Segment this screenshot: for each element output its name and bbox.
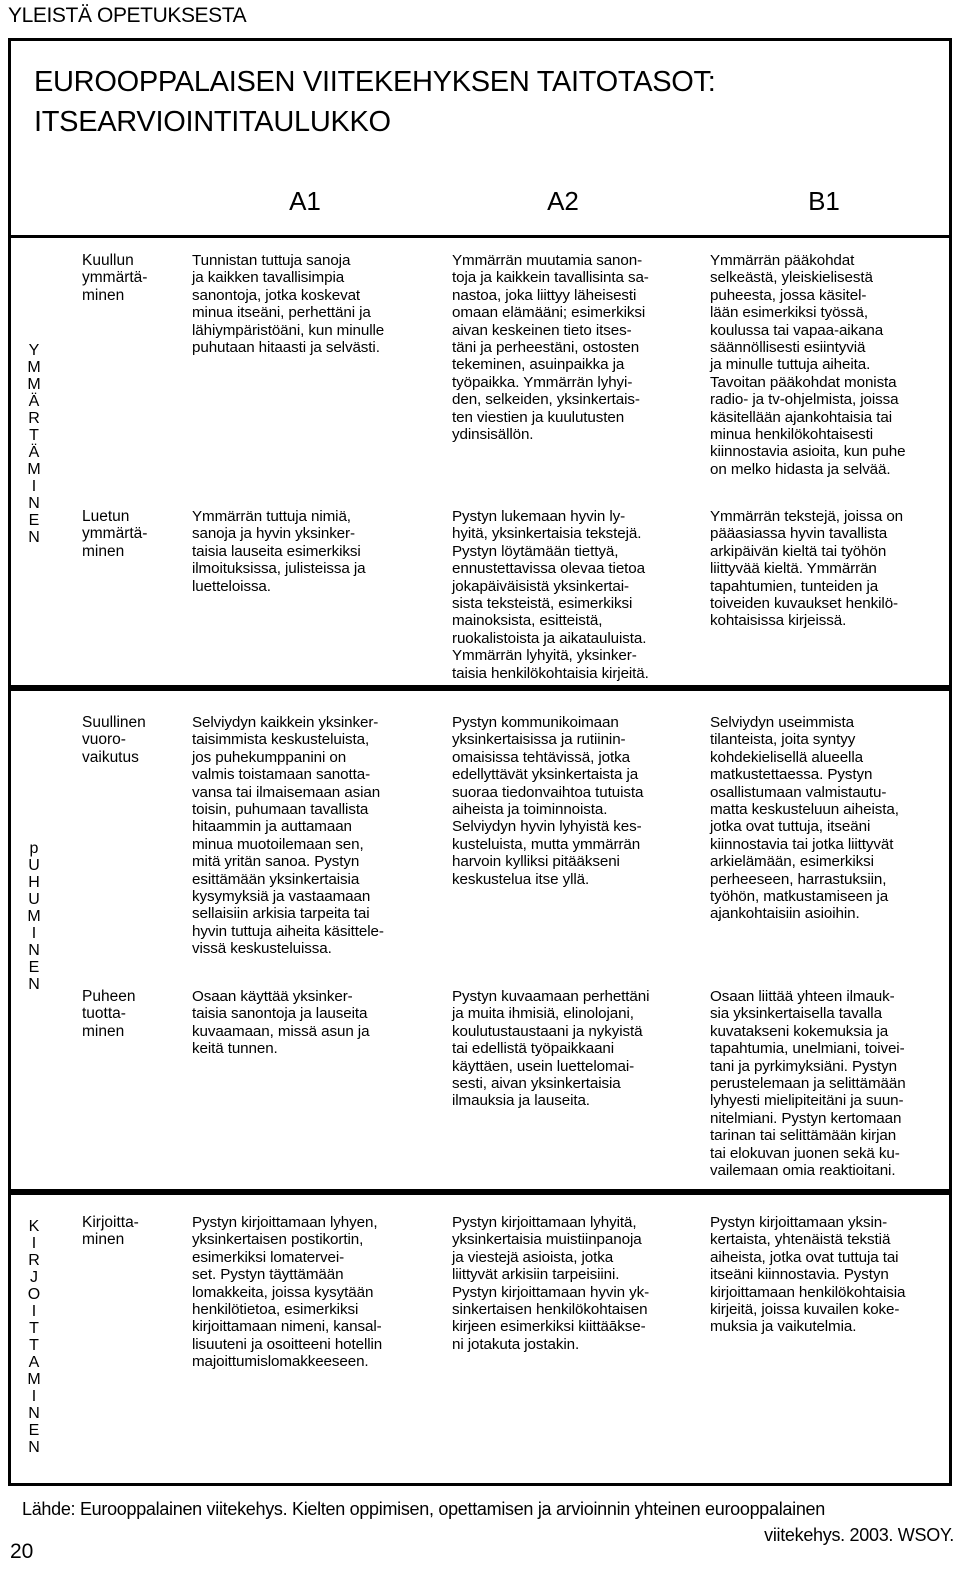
descriptor-line: ja kaikken tavallisimpia xyxy=(192,269,345,287)
skill-letter: p xyxy=(29,840,39,857)
row-label xyxy=(82,714,178,766)
descriptor-line: arkielämään, esimerkiksi xyxy=(710,853,874,871)
descriptor-line: Selviydyn useimmista xyxy=(710,714,855,731)
descriptor-line: taisia henkilökohtaisia kirjeitä. xyxy=(452,664,649,682)
descriptor-line: sellaisiin arkisia tarpeita tai xyxy=(192,905,370,923)
descriptor-line: vansa tai ilmaisemaan asian xyxy=(192,783,381,801)
descriptor-cell-a2 xyxy=(452,252,688,443)
skill-letter: I xyxy=(31,1388,37,1405)
descriptor-line: sanoja ja hyvin yksinker- xyxy=(192,525,355,543)
descriptor-line: pääasiassa hyvin tavallista xyxy=(710,525,888,543)
descriptor-line: suoraa tiedonvaihtoa tutuista xyxy=(452,783,644,801)
descriptor-line: tani ja pyrkimyksiäni. Pystyn xyxy=(710,1057,898,1075)
descriptor-line: sinkertaisen henkilökohtaisen xyxy=(452,1301,648,1319)
descriptor-line: minua itseäni, perhettäni ja xyxy=(192,304,371,322)
descriptor-line: lään esimerkiksi työssä, xyxy=(710,304,868,322)
skill-letter: N xyxy=(28,495,40,512)
row-label-line: ymmärtä- xyxy=(82,269,148,287)
skill-letter: N xyxy=(28,976,40,993)
skill-letter: E xyxy=(28,959,40,976)
descriptor-cell-a2 xyxy=(452,508,688,682)
descriptor-line: vissä keskusteluissa. xyxy=(192,940,332,958)
row-label-line: minen xyxy=(82,286,125,304)
descriptor-line: taisia lauseita esimerkiksi xyxy=(192,542,361,560)
descriptor-line: arkipäivän kieltä tai työhön xyxy=(710,542,887,560)
descriptor-line: täni ja perheestäni, ostosten xyxy=(452,339,640,357)
descriptor-line: Ymmärrän tuttuja nimiä, xyxy=(192,508,351,525)
descriptor-line: edellyttävät yksinkertaista ja xyxy=(452,766,639,784)
source-line-1: Lähde: Eurooppalainen viitekehys. Kielten oppimisen, opettamisen ja arvioinnin yhteinen eurooppalainen xyxy=(22,1499,825,1519)
descriptor-line: käsitellään ajankohtaisia tai xyxy=(710,408,892,426)
skill-name-vertical-writing xyxy=(24,1218,44,1456)
descriptor-line: kuvatakseni kokemuksia ja xyxy=(710,1022,889,1040)
title-line-1: EUROOPPALAISEN VIITEKEHYKSEN TAITOTASOT: xyxy=(34,66,716,98)
descriptor-line: ruokalistoista ja aikatauluista. xyxy=(452,629,647,647)
descriptor-line: kiinnostavia tai jotka liittyvät xyxy=(710,835,894,853)
descriptor-line: toja ja kaikkein tavallisinta sa- xyxy=(452,269,649,287)
source-note xyxy=(22,1496,954,1548)
descriptor-line: tilanteista, joita syntyy xyxy=(710,731,856,749)
descriptor-line: keskustelua itse yllä. xyxy=(452,870,590,888)
skill-letter: M xyxy=(27,1371,41,1388)
descriptor-line: aiheista ja toiminnoista. xyxy=(452,801,608,819)
descriptor-line: Pystyn kommunikoimaan xyxy=(452,714,619,731)
descriptor-line: liittyvät arkisiin tarpeisiini. xyxy=(452,1266,620,1284)
descriptor-cell-a2 xyxy=(452,1214,688,1353)
skill-letter: E xyxy=(28,512,40,529)
row-label xyxy=(82,1214,178,1249)
descriptor-line: aivan keskeinen tieto itses- xyxy=(452,321,632,339)
descriptor-line: lisuuteni ja osoitteeni hotellin xyxy=(192,1335,383,1353)
skill-letter: I xyxy=(31,925,37,942)
descriptor-line: radio- ja tv-ohjelmista, joissa xyxy=(710,391,899,409)
skill-letter: M xyxy=(27,461,41,478)
descriptor-line: ennustettavissa olevaa tietoa xyxy=(452,560,645,578)
descriptor-line: Osaan käyttää yksinker- xyxy=(192,988,353,1005)
descriptor-line: Pystyn kirjoittamaan hyvin yk- xyxy=(452,1283,650,1301)
descriptor-line: nastoa, joka liittyy läheisesti xyxy=(452,286,637,304)
descriptor-line: puhutaan hitaasti ja selvästi. xyxy=(192,339,380,357)
descriptor-line: työpaikka. Ymmärrän lyhyi- xyxy=(452,373,633,391)
row-label xyxy=(82,508,178,560)
skill-letter: E xyxy=(28,1422,40,1439)
skill-letter: U xyxy=(28,857,40,874)
descriptor-line: kusteluista, mutta ymmärrän xyxy=(452,835,641,853)
descriptor-line: keitä tunnen. xyxy=(192,1040,278,1058)
descriptor-line: luetteloissa. xyxy=(192,577,271,595)
skill-letter: Y xyxy=(28,342,40,359)
descriptor-line: toisin, puhumaan tavallista xyxy=(192,801,369,819)
page-number: 20 xyxy=(10,1540,34,1563)
descriptor-line: Ymmärrän muutamia sanon- xyxy=(452,252,643,269)
band-divider xyxy=(8,235,952,238)
descriptor-line: Pystyn kirjoittamaan lyhyen, xyxy=(192,1214,378,1231)
descriptor-line: kohtaisissa kirjeissä. xyxy=(710,612,847,630)
descriptor-line: tarinan tai selittämään kirjan xyxy=(710,1127,897,1145)
descriptor-line: kysymyksiä ja vastaamaan xyxy=(192,888,371,906)
descriptor-line: jotka ovat tuttuja, itseäni xyxy=(710,818,871,836)
descriptor-cell-b1 xyxy=(710,988,942,1179)
skill-letter: M xyxy=(27,908,41,925)
descriptor-cell-a2 xyxy=(452,988,688,1110)
skill-letter: M xyxy=(27,376,41,393)
descriptor-line: kuvaamaan, missä asun ja xyxy=(192,1022,370,1040)
descriptor-line: omaan elämääni; esimerkiksi xyxy=(452,304,646,322)
row-label-line: Kirjoitta- xyxy=(82,1214,139,1231)
skill-letter: Ä xyxy=(28,444,40,461)
section-header: YLEISTÄ OPETUKSESTA xyxy=(8,4,247,27)
descriptor-cell-b1 xyxy=(710,252,942,478)
descriptor-line: kirjoittamaan nimeni, kansal- xyxy=(192,1318,382,1336)
descriptor-line: liittyvää kieltä. Ymmärrän xyxy=(710,560,877,578)
skill-letter: T xyxy=(29,1337,39,1354)
descriptor-line: harvoin kylliksi pitääkseni xyxy=(452,853,620,871)
descriptor-line: Ymmärrän tekstejä, joissa on xyxy=(710,508,904,525)
row-label-line: vaikutus xyxy=(82,748,139,766)
descriptor-line: osallistumaan valmistautu- xyxy=(710,783,887,801)
skill-letter: T xyxy=(29,1320,39,1337)
descriptor-line: tapahtumia, unelmiani, toivei- xyxy=(710,1040,905,1058)
descriptor-line: ilmauksia ja lauseita. xyxy=(452,1092,590,1110)
descriptor-line: matta keskusteluun aiheista, xyxy=(710,801,899,819)
skill-letter: O xyxy=(27,1286,41,1303)
descriptor-line: matkustettaessa. Pystyn xyxy=(710,766,873,784)
descriptor-line: valmis toistamaan sanotta- xyxy=(192,766,371,784)
descriptor-line: yksinkertaisissa ja rutiinin- xyxy=(452,731,626,749)
page-title xyxy=(34,62,716,142)
descriptor-cell-a1 xyxy=(192,714,428,958)
descriptor-line: Pystyn löytämään tiettyä, xyxy=(452,542,619,560)
band-divider xyxy=(8,1189,952,1195)
descriptor-line: esittämään yksinkertaisia xyxy=(192,870,360,888)
descriptor-line: toiveiden kuvaukset henkilö- xyxy=(710,595,899,613)
row-label-line: Puheen xyxy=(82,988,136,1005)
descriptor-line: perustelemaan ja selittämään xyxy=(710,1075,906,1093)
descriptor-line: lyhyesti mielipiteitäni ja suun- xyxy=(710,1092,904,1110)
descriptor-line: Pystyn kirjoittamaan yksin- xyxy=(710,1214,888,1231)
descriptor-line: Pystyn kuvaamaan perhettäni xyxy=(452,988,650,1005)
descriptor-cell-b1 xyxy=(710,1214,942,1336)
descriptor-line: tai elokuvan juonen sekä ku- xyxy=(710,1144,900,1162)
descriptor-line: taisimmista keskusteluista, xyxy=(192,731,370,749)
descriptor-line: majoittumislomakkeeseen. xyxy=(192,1353,369,1371)
descriptor-line: puheesta, jossa käsitel- xyxy=(710,286,867,304)
descriptor-line: ten viestien ja kuulutusten xyxy=(452,408,625,426)
descriptor-line: kirjeitä, joissa kuvailen koke- xyxy=(710,1301,900,1319)
descriptor-line: työhön, matkustamiseen ja xyxy=(710,888,889,906)
row-label-line: minen xyxy=(82,542,125,560)
descriptor-line: ydinsisällön. xyxy=(452,426,534,444)
descriptor-line: kirjoittamaan henkilökohtaisia xyxy=(710,1283,906,1301)
descriptor-line: ajankohtaisiin asioihin. xyxy=(710,905,860,923)
descriptor-cell-a2 xyxy=(452,714,688,888)
descriptor-line: set. Pystyn täyttämään xyxy=(192,1266,344,1284)
descriptor-line: aiheista, jotka ovat tuttuja tai xyxy=(710,1248,899,1266)
descriptor-line: Tavoitan pääkohdat monista xyxy=(710,373,897,391)
descriptor-line: koulutustaustaani ja nykyistä xyxy=(452,1022,643,1040)
descriptor-line: taisia sanontoja ja lauseita xyxy=(192,1005,368,1023)
descriptor-cell-a1 xyxy=(192,508,428,595)
skill-letter: K xyxy=(28,1218,40,1235)
descriptor-line: sia yksinkertaisella tavalla xyxy=(710,1005,882,1023)
descriptor-line: esimerkiksi lomatervei- xyxy=(192,1248,345,1266)
descriptor-cell-a1 xyxy=(192,1214,428,1371)
descriptor-line: muksia ja vaikutelmia. xyxy=(710,1318,857,1336)
descriptor-line: kertaista, yhtenäistä tekstiä xyxy=(710,1231,891,1249)
descriptor-line: mitä yritän sanoa. Pystyn xyxy=(192,853,360,871)
descriptor-line: nitelmiani. Pystyn kertomaan xyxy=(710,1109,902,1127)
row-label-line: Suullinen xyxy=(82,714,146,731)
title-line-2: ITSEARVIOINTITAULUKKO xyxy=(34,106,391,138)
descriptor-line: Ymmärrän pääkohdat xyxy=(710,252,855,269)
descriptor-line: sanontoja, jotka koskevat xyxy=(192,286,361,304)
skill-letter: I xyxy=(31,478,37,495)
descriptor-line: koulussa tai vapaa-aikana xyxy=(710,321,884,339)
row-label-line: minen xyxy=(82,1022,125,1040)
descriptor-line: jos puhekumppanini on xyxy=(192,748,347,766)
skill-name-vertical-speaking xyxy=(24,840,44,993)
descriptor-line: tai edellistä työpaikkaani xyxy=(452,1040,615,1058)
descriptor-line: sista teksteistä, esimerkiksi xyxy=(452,595,633,613)
descriptor-line: kiinnostavia asioita, kun puhe xyxy=(710,443,906,461)
descriptor-line: selkeästä, yleiskielisestä xyxy=(710,269,873,287)
descriptor-line: jokapäiväisistä yksinkertai- xyxy=(452,577,629,595)
descriptor-line: on melko hidasta ja selvää. xyxy=(710,460,891,478)
skill-letter: H xyxy=(28,874,40,891)
descriptor-line: säännöllisesti esiintyviä xyxy=(710,339,866,357)
descriptor-line: käyttäen, usein luettelomai- xyxy=(452,1057,635,1075)
descriptor-line: omaisissa tehtävissä, jotka xyxy=(452,748,630,766)
descriptor-line: ilmoituksissa, julisteissa ja xyxy=(192,560,366,578)
descriptor-line: sesti, aivan yksinkertaisia xyxy=(452,1075,621,1093)
descriptor-line: minua henkilökohtaisesti xyxy=(710,426,874,444)
skill-letter: N xyxy=(28,529,40,546)
descriptor-line: ja minulle tuttuja aiheita. xyxy=(710,356,871,374)
skill-letter: U xyxy=(28,891,40,908)
source-line-2: viitekehys. 2003. WSOY. xyxy=(764,1525,954,1545)
descriptor-line: kohdekielisellä alueella xyxy=(710,748,863,766)
skill-letter: J xyxy=(30,1269,38,1286)
descriptor-line: henkilötietoa, esimerkiksi xyxy=(192,1301,359,1319)
descriptor-line: Pystyn lukemaan hyvin ly- xyxy=(452,508,626,525)
level-header-b1: B1 xyxy=(808,186,840,216)
descriptor-cell-b1 xyxy=(710,714,942,923)
descriptor-line: tapahtumien, tunteiden ja xyxy=(710,577,879,595)
descriptor-line: kirjeen esimerkiksi kiittäākse- xyxy=(452,1318,646,1336)
descriptor-line: Pystyn kirjoittamaan lyhyitä, xyxy=(452,1214,637,1231)
descriptor-line: Tunnistan tuttuja sanoja xyxy=(192,252,351,269)
descriptor-line: mainoksista, esitteistä, xyxy=(452,612,603,630)
skill-letter: M xyxy=(27,359,41,376)
descriptor-line: itseäni kiinnostavia. Pystyn xyxy=(710,1266,889,1284)
skill-letter: I xyxy=(31,1235,37,1252)
descriptor-line: Selviydyn hyvin lyhyistä kes- xyxy=(452,818,642,836)
descriptor-cell-b1 xyxy=(710,508,942,630)
row-label xyxy=(82,988,178,1040)
descriptor-line: hyvin tuttuja aiheita käsittele- xyxy=(192,922,384,940)
descriptor-line: ja muita ihmisiä, elinolojani, xyxy=(452,1005,634,1023)
descriptor-line: perheeseen, harrastuksiin, xyxy=(710,870,887,888)
skill-name-vertical-listening-reading xyxy=(24,342,44,546)
skill-letter: N xyxy=(28,1439,40,1456)
descriptor-line: lähiympäristöäni, kun minulle xyxy=(192,321,385,339)
row-label-line: minen xyxy=(82,1231,125,1249)
descriptor-line: lomakkeita, joissa kysytään xyxy=(192,1283,374,1301)
row-label-line: ymmärtä- xyxy=(82,525,148,543)
descriptor-line: den, selkeiden, yksinkertais- xyxy=(452,391,640,409)
descriptor-line: vailemaan omia reaktioitani. xyxy=(710,1162,896,1180)
descriptor-line: Selviydyn kaikkein yksinker- xyxy=(192,714,379,731)
descriptor-line: yksinkertaisen postikortin, xyxy=(192,1231,364,1249)
skill-letter: N xyxy=(28,1405,40,1422)
skill-letter: I xyxy=(31,1303,37,1320)
descriptor-cell-a1 xyxy=(192,988,428,1058)
descriptor-line: yksinkertaisia muistiinpanoja xyxy=(452,1231,642,1249)
skill-letter: R xyxy=(28,1252,40,1269)
descriptor-line: ja viestejä asioista, jotka xyxy=(452,1248,614,1266)
row-label xyxy=(82,252,178,304)
band-divider xyxy=(8,685,952,691)
descriptor-line: tekeminen, asuinpaikka ja xyxy=(452,356,625,374)
descriptor-line: Osaan liittää yhteen ilmauk- xyxy=(710,988,895,1005)
level-header-a1: A1 xyxy=(289,186,321,216)
descriptor-line: ni jotakuta jostakin. xyxy=(452,1335,580,1353)
descriptor-cell-a1 xyxy=(192,252,428,356)
level-header-a2: A2 xyxy=(547,186,579,216)
skill-letter: N xyxy=(28,942,40,959)
skill-letter: T xyxy=(29,427,39,444)
descriptor-line: Ymmärrän lyhyitä, yksinker- xyxy=(452,647,637,665)
descriptor-line: hyitä, yksinkertaisia tekstejä. xyxy=(452,525,642,543)
row-label-line: Luetun xyxy=(82,508,130,525)
skill-letter: Ä xyxy=(28,393,40,410)
row-label-line: Kuullun xyxy=(82,252,134,269)
descriptor-line: minua muotoilemaan sen, xyxy=(192,835,364,853)
skill-letter: R xyxy=(28,410,40,427)
row-label-line: tuotta- xyxy=(82,1005,126,1023)
skill-letter: A xyxy=(28,1354,40,1371)
row-label-line: vuoro- xyxy=(82,731,126,749)
descriptor-line: hitaammin ja auttamaan xyxy=(192,818,352,836)
